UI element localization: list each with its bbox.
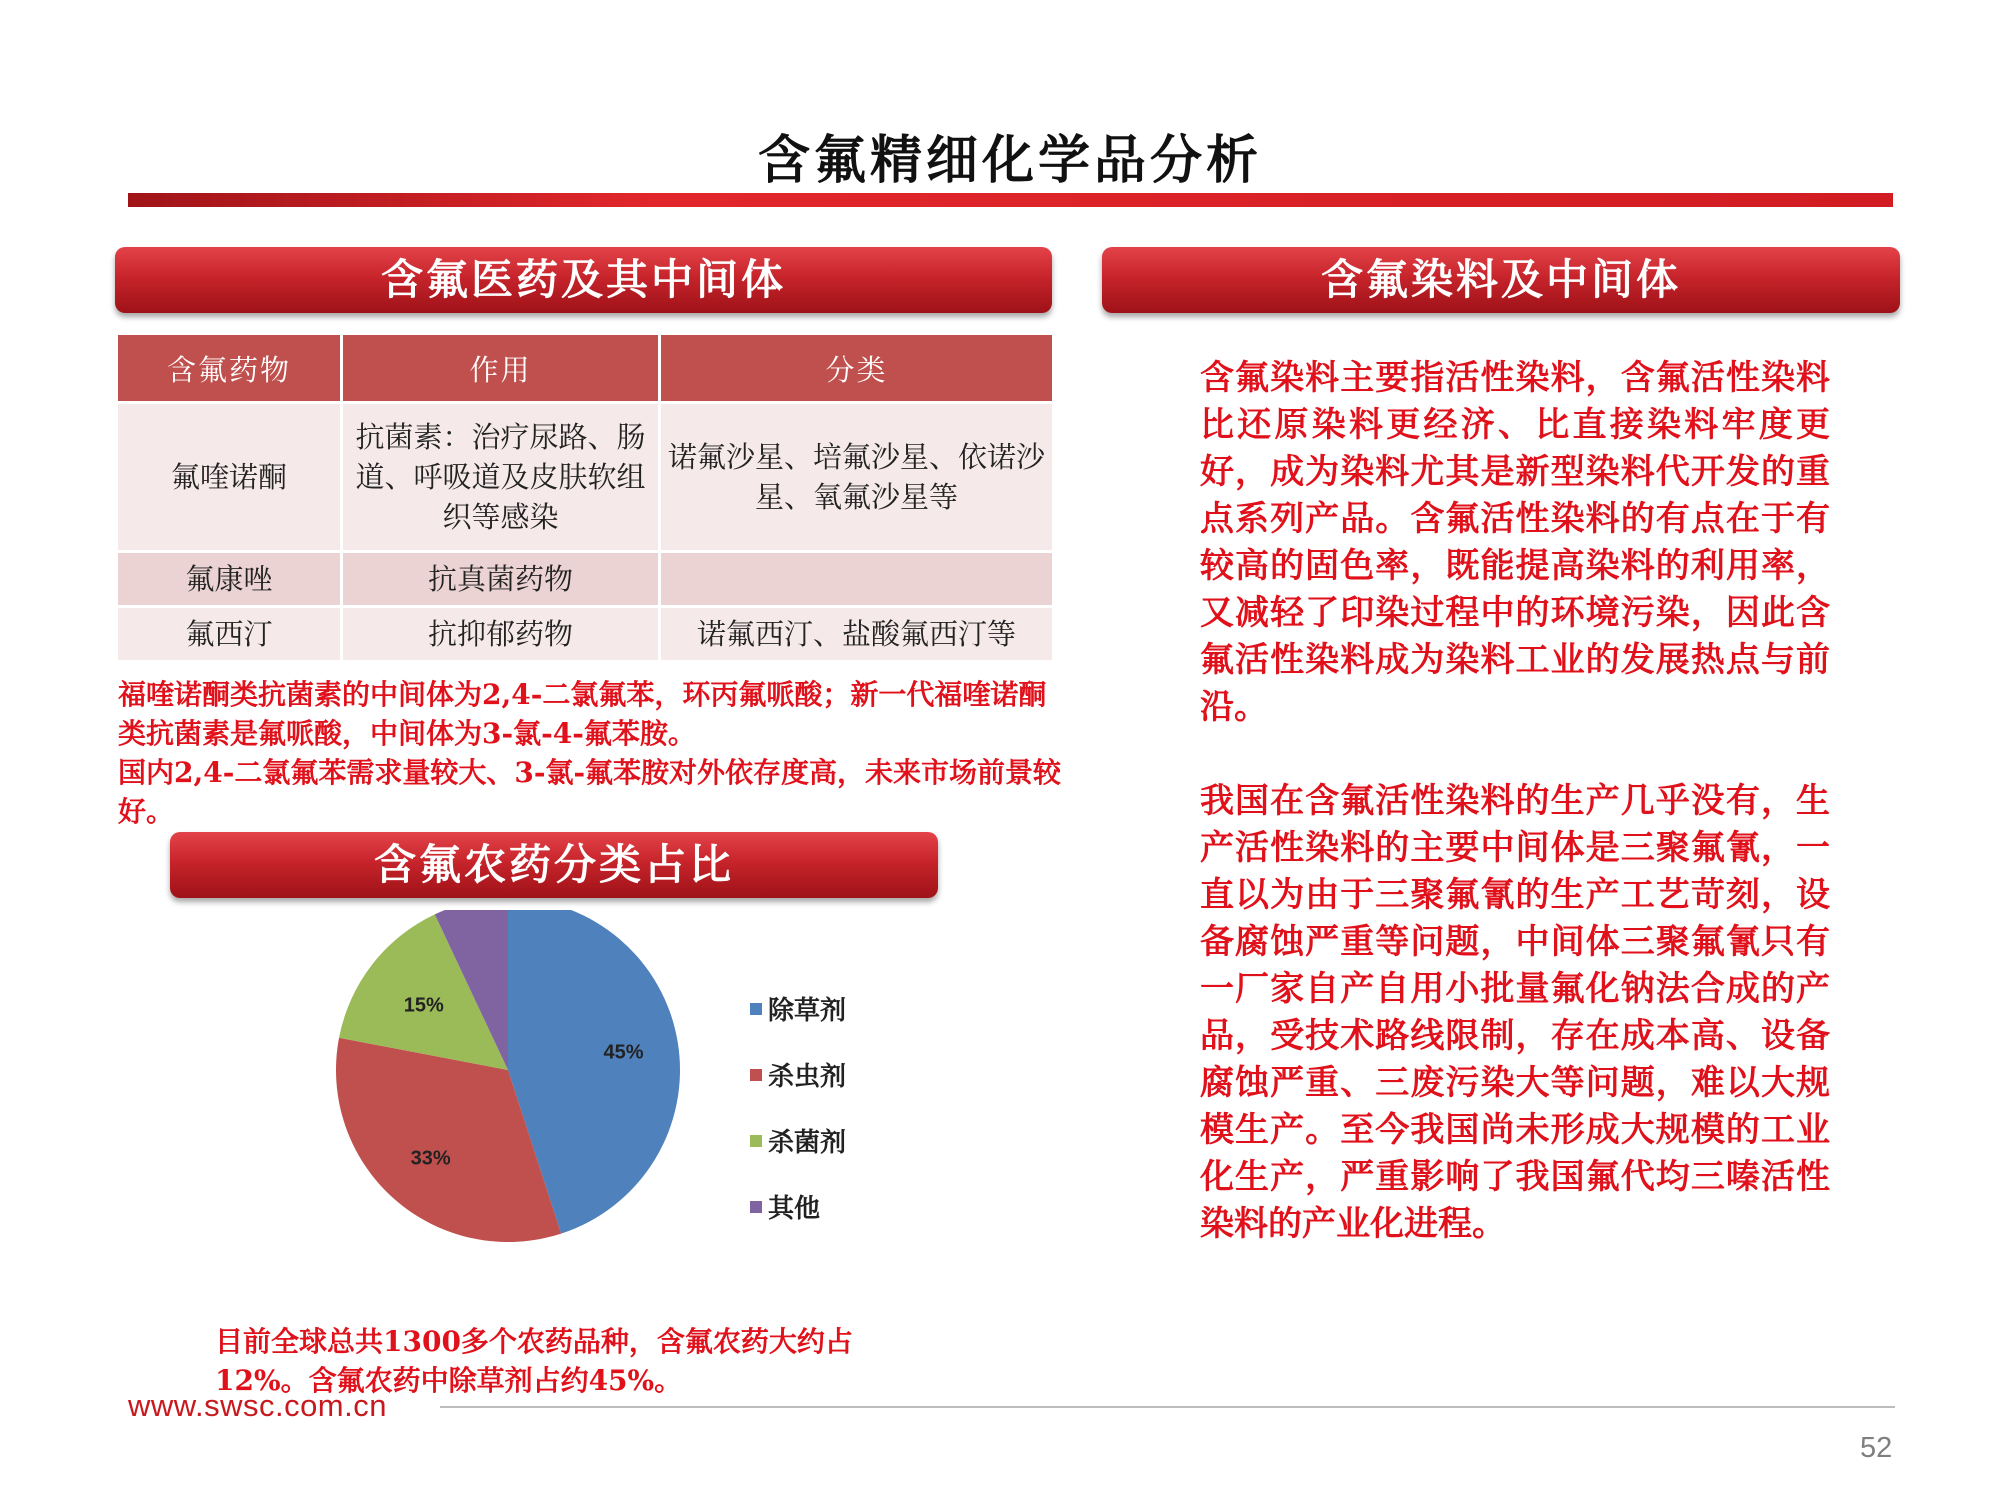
legend-label: 杀虫剂	[768, 1062, 847, 1092]
legend-label: 除草剂	[768, 996, 847, 1026]
legend-item	[750, 1188, 820, 1225]
page-title: 含氟精细化学品分析	[757, 130, 1262, 191]
pesticide-section-banner: 含氟农药分类占比	[170, 832, 938, 898]
dye-description	[1200, 355, 1830, 1248]
legend-item	[750, 990, 846, 1027]
medicine-section-banner: 含氟医药及其中间体	[115, 247, 1052, 313]
legend-swatch	[750, 1003, 762, 1015]
table-cell: 抗真菌药物	[342, 552, 660, 607]
legend-swatch	[750, 1069, 762, 1081]
drug-table	[115, 332, 1055, 663]
pie-data-label: 45%	[603, 1041, 644, 1064]
table-cell	[660, 552, 1054, 607]
legend-item	[750, 1056, 846, 1093]
table-cell: 氟康唑	[117, 552, 342, 607]
table-header: 分类	[660, 334, 1054, 403]
table-cell: 抗抑郁药物	[342, 607, 660, 662]
table-cell: 诺氟沙星、培氟沙星、依诺沙星、氧氟沙星等	[660, 403, 1054, 552]
table-cell: 氟喹诺酮	[117, 403, 342, 552]
legend-item	[750, 1122, 846, 1159]
footer-divider	[440, 1406, 1895, 1408]
pie-data-label: 33%	[410, 1147, 451, 1170]
medicine-note	[118, 675, 1063, 831]
table-row	[117, 607, 1054, 662]
title-underline	[128, 193, 1893, 207]
pesticide-note: 目前全球总共1300多个农药品种，含氟农药大约占12%。含氟农药中除草剂占约45%。	[215, 1325, 853, 1397]
legend-label: 杀菌剂	[768, 1128, 847, 1158]
dye-section-banner: 含氟染料及中间体	[1102, 247, 1900, 313]
pie-chart	[115, 910, 895, 1300]
pie-data-label: 15%	[403, 994, 444, 1017]
medicine-note-paragraph: 国内2,4-二氯氟苯需求量较大、3-氯-氟苯胺对外依存度高，未来市场前景较好。	[118, 756, 1062, 828]
table-cell: 氟西汀	[117, 607, 342, 662]
table-header: 作用	[342, 334, 660, 403]
dye-paragraph: 我国在含氟活性染料的生产几乎没有，生产活性染料的主要中间体是三聚氟氰，一直以为由于三聚氟氰的生产工艺苛刻，设备腐蚀严重等问题，中间体三聚氟氰只有一厂家自产自用小批量氟化钠法合成的产品，受技术路线限制，存在成本高、设备腐蚀严重、三废污染大等问题，难以大规模生产。至今我国尚未形成大规模的工业化生产，严重影响了我国氟代均三嗪活性染料的产业化进程。	[1200, 781, 1830, 1244]
table-row	[117, 403, 1054, 552]
legend-swatch	[750, 1135, 762, 1147]
dye-paragraph: 含氟染料主要指活性染料，含氟活性染料比还原染料更经济、比直接染料牢度更好，成为染料尤其是新型染料代开发的重点系列产品。含氟活性染料的有点在于有较高的固色率，既能提高染料的利用率，又减轻了印染过程中的环境污染，因此含氟活性染料成为染料工业的发展热点与前沿。	[1200, 358, 1830, 727]
footer-url[interactable]: www.swsc.com.cn	[128, 1388, 387, 1423]
legend-swatch	[750, 1201, 762, 1213]
pesticide-chart	[115, 910, 895, 1300]
table-header: 含氟药物	[117, 334, 342, 403]
table-cell: 抗菌素：治疗尿路、肠道、呼吸道及皮肤软组织等感染	[342, 403, 660, 552]
legend-label: 其他	[768, 1194, 821, 1224]
medicine-note-paragraph: 福喹诺酮类抗菌素的中间体为2,4-二氯氟苯，环丙氟哌酸；新一代福喹诺酮类抗菌素是氟哌酸，中间体为3-氯-4-氟苯胺。	[118, 678, 1047, 750]
table-cell: 诺氟西汀、盐酸氟西汀等	[660, 607, 1054, 662]
table-header-row	[117, 334, 1054, 403]
page-number: 52	[1860, 1432, 1893, 1464]
table-row	[117, 552, 1054, 607]
